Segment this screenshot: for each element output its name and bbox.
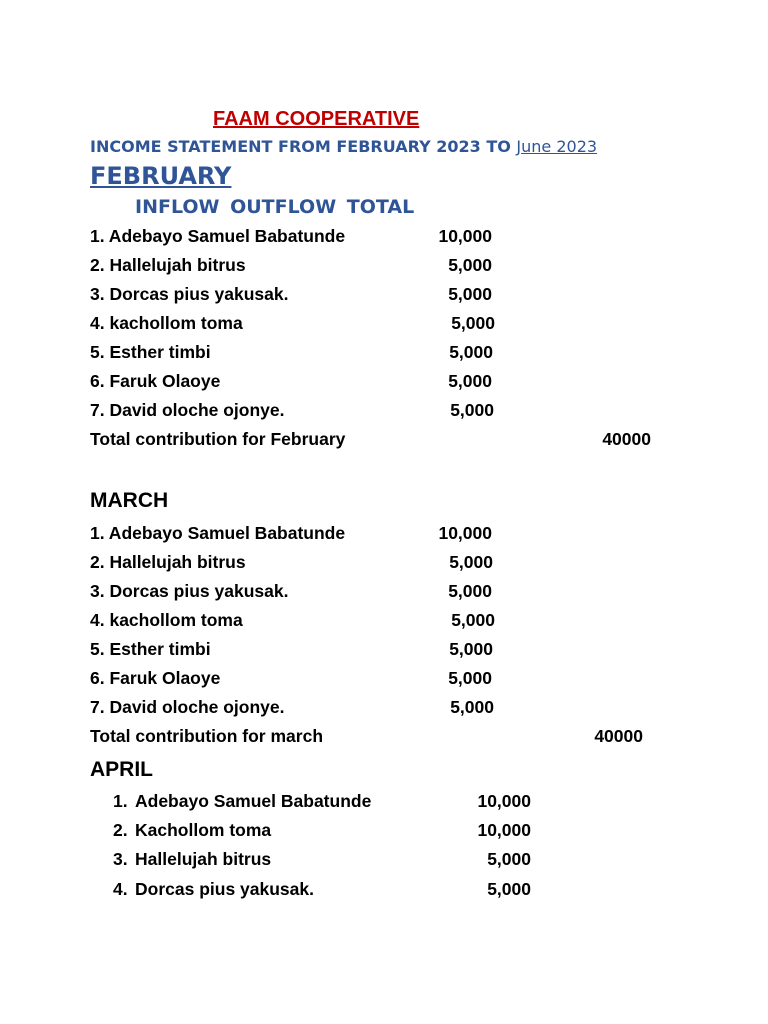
apr-row-name: Hallelujah bitrus bbox=[135, 849, 272, 869]
mar-row-amount: 5,000 bbox=[449, 639, 493, 659]
apr-row-number: 4. bbox=[113, 879, 128, 899]
apr-row-name: Kachollom toma bbox=[135, 820, 272, 840]
document-title: FAAM COOPERATIVE bbox=[213, 108, 420, 130]
statement-subtitle bbox=[90, 137, 597, 156]
apr-row-number: 3. bbox=[113, 849, 128, 869]
feb-row-amount: 5,000 bbox=[450, 400, 494, 420]
mar-row-name: 6. Faruk Olaoye bbox=[90, 668, 221, 688]
feb-row-name: 6. Faruk Olaoye bbox=[90, 371, 221, 391]
mar-row-amount: 5,000 bbox=[450, 697, 494, 717]
mar-row-amount: 5,000 bbox=[449, 552, 493, 572]
feb-row-name: 7. David oloche ojonye. bbox=[90, 400, 285, 420]
feb-row-amount: 5,000 bbox=[448, 255, 492, 275]
feb-row-name: 4. kachollom toma bbox=[90, 313, 243, 333]
mar-row-name: 3. Dorcas pius yakusak. bbox=[90, 581, 289, 601]
feb-row-name: 2. Hallelujah bitrus bbox=[90, 255, 246, 275]
subtitle-end: June 2023 bbox=[516, 137, 598, 156]
march-heading: MARCH bbox=[90, 489, 169, 512]
feb-row-amount: 5,000 bbox=[448, 371, 492, 391]
feb-row-amount: 5,000 bbox=[448, 284, 492, 304]
apr-row-name: Adebayo Samuel Babatunde bbox=[135, 791, 372, 811]
february-heading: FEBRUARY bbox=[90, 162, 232, 190]
feb-row-name: 5. Esther timbi bbox=[90, 342, 211, 362]
feb-total-value: 40000 bbox=[602, 429, 651, 449]
mar-total-label: Total contribution for march bbox=[90, 726, 324, 746]
feb-row-amount: 5,000 bbox=[449, 342, 493, 362]
mar-row-name: 4. kachollom toma bbox=[90, 610, 243, 630]
feb-total-label: Total contribution for February bbox=[90, 429, 346, 449]
apr-row-number: 1. bbox=[113, 791, 128, 811]
column-headers: INFLOW OUTFLOW TOTAL bbox=[135, 196, 415, 218]
apr-row-number: 2. bbox=[113, 820, 128, 840]
apr-row-amount: 10,000 bbox=[477, 820, 531, 840]
mar-row-amount: 5,000 bbox=[448, 668, 492, 688]
apr-row-name: Dorcas pius yakusak. bbox=[135, 879, 314, 899]
april-heading: APRIL bbox=[90, 758, 153, 781]
mar-total-value: 40000 bbox=[594, 726, 643, 746]
feb-row-name: 1. Adebayo Samuel Babatunde bbox=[90, 226, 346, 246]
mar-row-name: 5. Esther timbi bbox=[90, 639, 211, 659]
apr-row-amount: 5,000 bbox=[487, 849, 531, 869]
mar-row-amount: 5,000 bbox=[451, 610, 495, 630]
subtitle-main: INCOME STATEMENT FROM FEBRUARY 2023 TO bbox=[90, 137, 517, 156]
mar-row-amount: 10,000 bbox=[438, 523, 492, 543]
feb-row-amount: 5,000 bbox=[451, 313, 495, 333]
mar-row-name: 7. David oloche ojonye. bbox=[90, 697, 285, 717]
feb-row-amount: 10,000 bbox=[438, 226, 492, 246]
feb-row-name: 3. Dorcas pius yakusak. bbox=[90, 284, 289, 304]
mar-row-name: 2. Hallelujah bitrus bbox=[90, 552, 246, 572]
mar-row-name: 1. Adebayo Samuel Babatunde bbox=[90, 523, 346, 543]
apr-row-amount: 10,000 bbox=[477, 791, 531, 811]
mar-row-amount: 5,000 bbox=[448, 581, 492, 601]
apr-row-amount: 5,000 bbox=[487, 879, 531, 899]
